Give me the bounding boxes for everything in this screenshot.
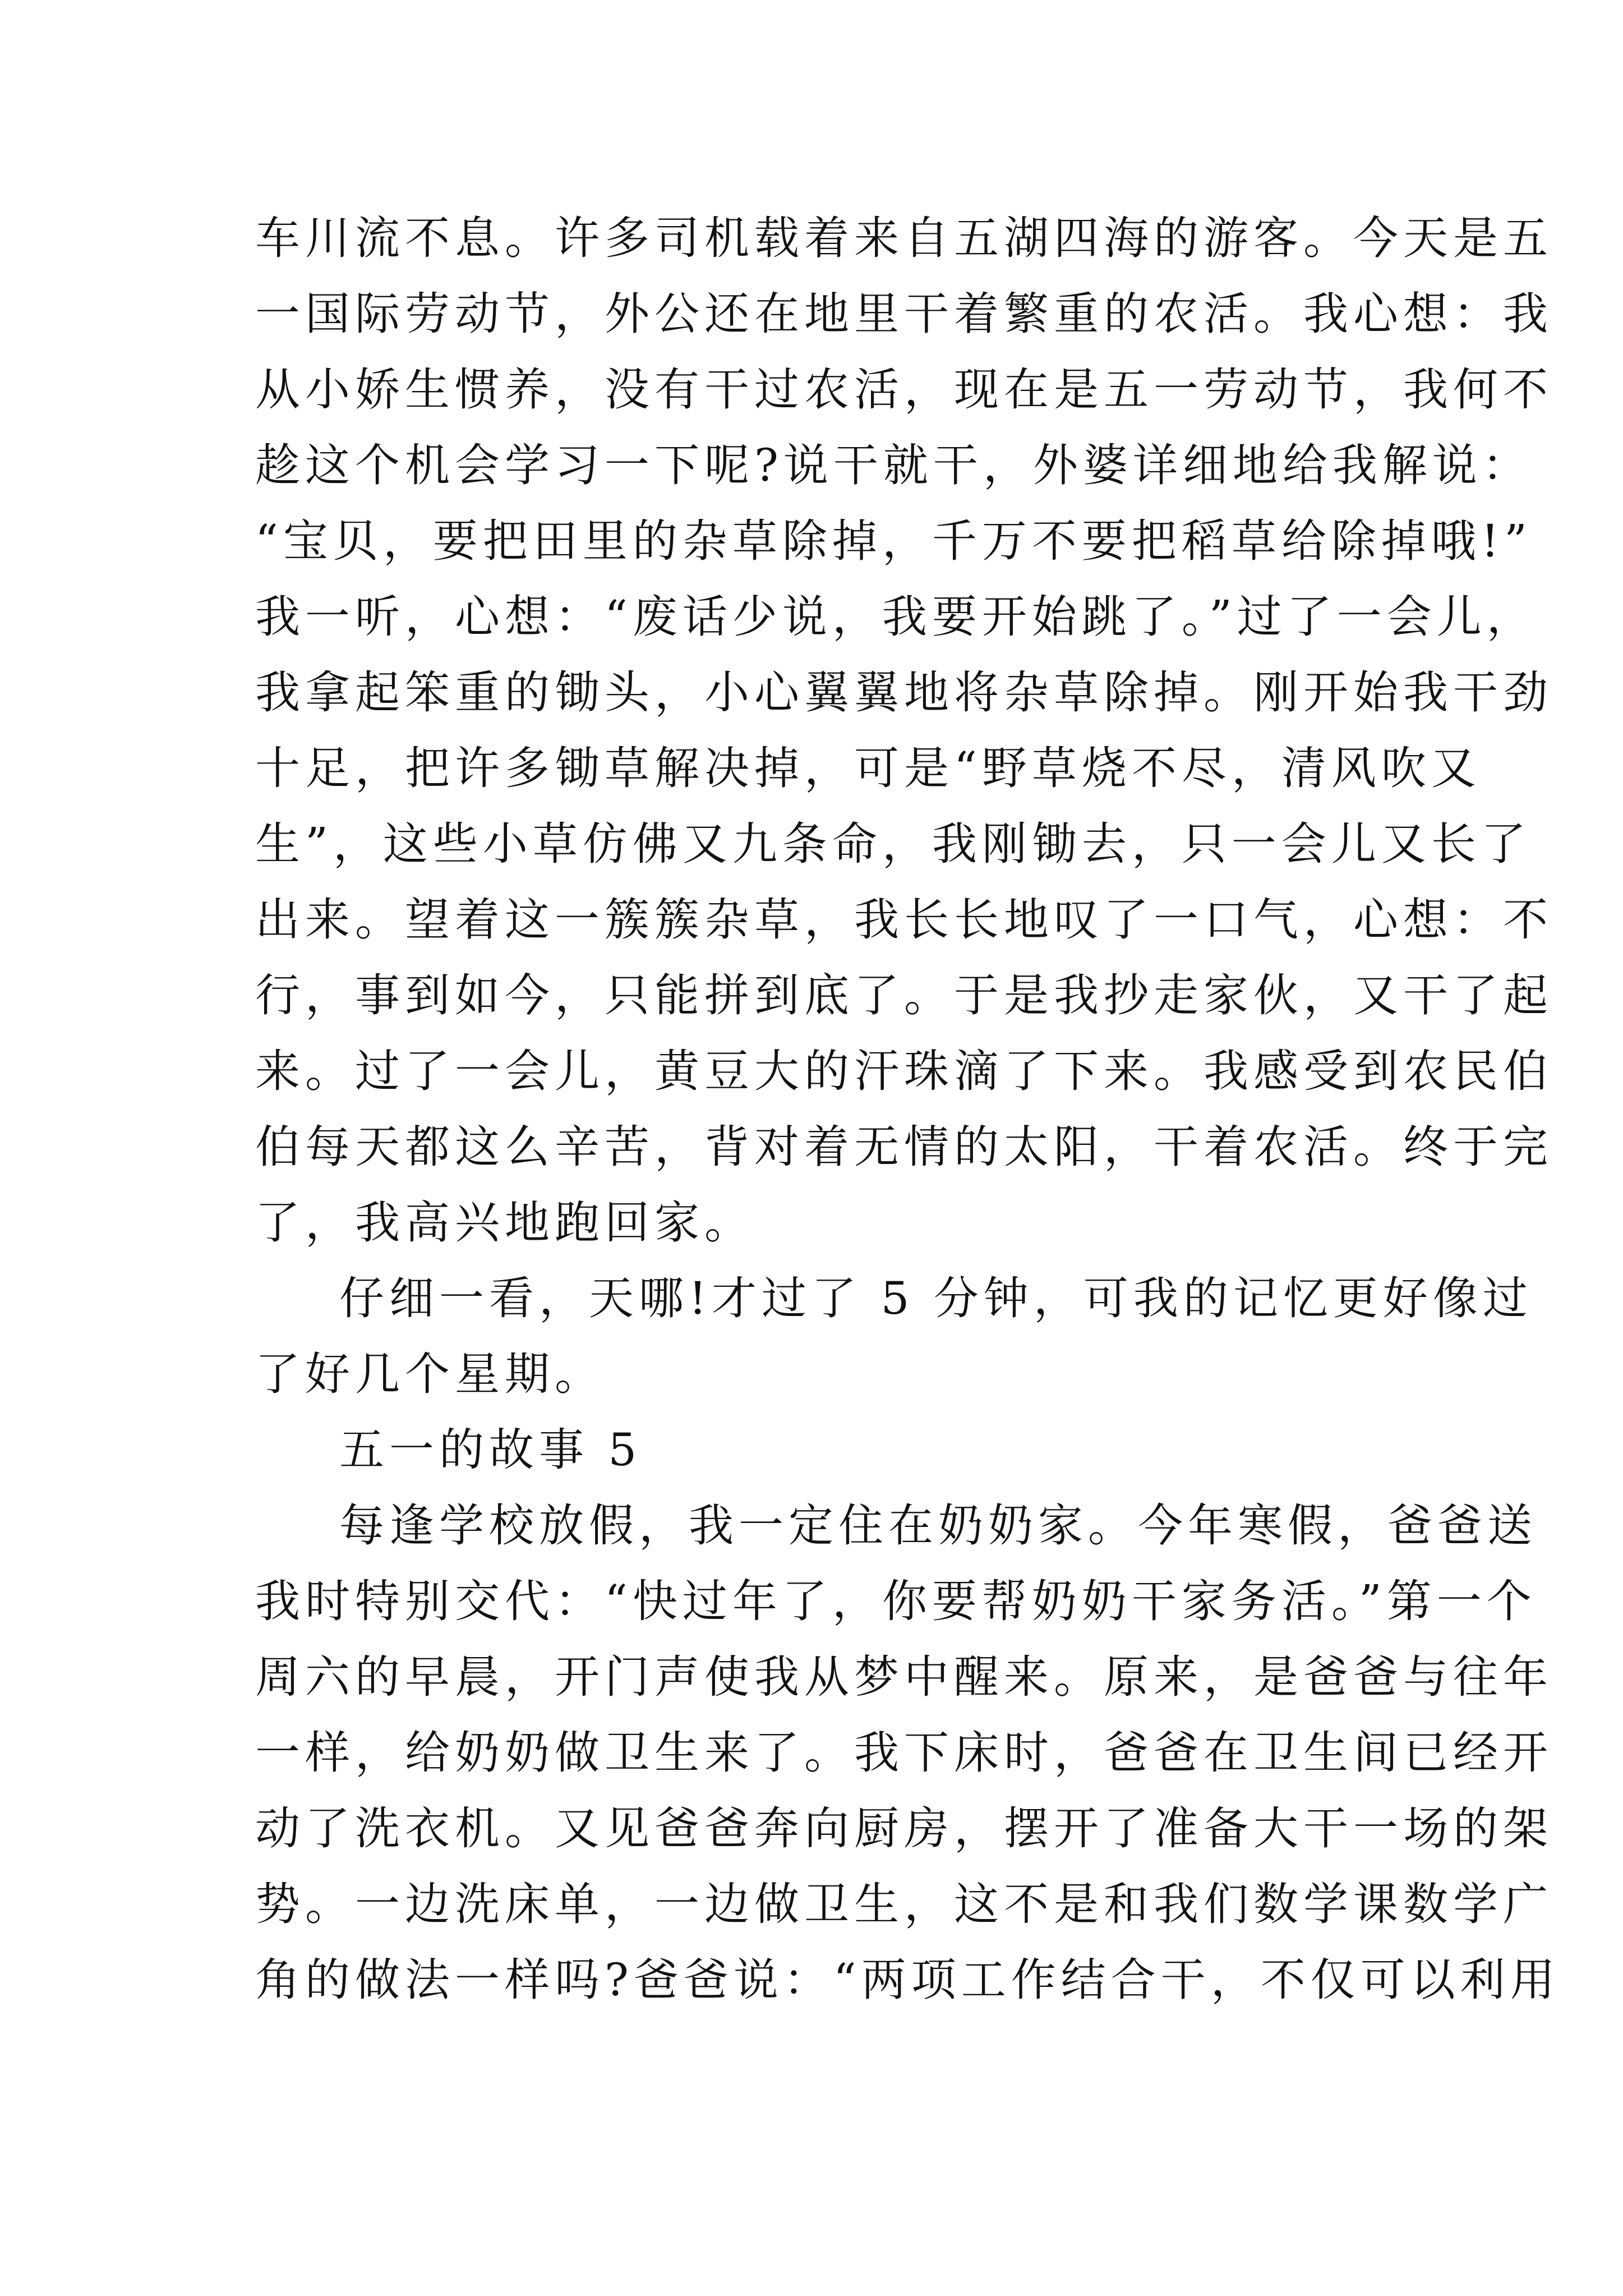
text-line: 趁这个机会学习一下呢?说干就干，外婆详细地给我解说： xyxy=(255,439,1532,491)
section-heading: 五一的故事 5 xyxy=(339,1424,642,1476)
text-line: 角的做法一样吗?爸爸说：“两项工作结合干，不仅可以利用 xyxy=(255,1954,1560,2006)
text-line: 了好几个星期。 xyxy=(255,1348,605,1400)
text-line: 一样，给奶奶做卫生来了。我下床时，爸爸在卫生间已经开 xyxy=(255,1727,1553,1779)
text-line: 势。一边洗床单，一边做卫生，这不是和我们数学课数学广 xyxy=(255,1878,1553,1930)
text-line: 周六的早晨，开门声使我从梦中醒来。原来，是爸爸与往年 xyxy=(255,1651,1553,1703)
text-line: 一国际劳动节，外公还在地里干着繁重的农活。我心想：我 xyxy=(255,288,1553,340)
text-line: 伯每天都这么辛苦，背对着无情的太阳，干着农活。终于完 xyxy=(255,1121,1553,1173)
text-line: 我时特别交代：“快过年了，你要帮奶奶干家务活。”第一个 xyxy=(255,1575,1537,1627)
text-line: 动了洗衣机。又见爸爸奔向厨房，摆开了准备大干一场的架 xyxy=(255,1802,1553,1855)
text-line: 我拿起笨重的锄头，小心翼翼地将杂草除掉。刚开始我干劲 xyxy=(255,666,1553,719)
text-line: 车川流不息。许多司机载着来自五湖四海的游客。今天是五 xyxy=(255,212,1553,264)
text-line: 从小娇生惯养，没有干过农活，现在是五一劳动节，我何不 xyxy=(255,364,1553,416)
paragraph-start-line: 每逢学校放假，我一定住在奶奶家。今年寒假，爸爸送 xyxy=(339,1499,1537,1552)
text-line: 生”，这些小草仿佛又九条命，我刚锄去，只一会儿又长了 xyxy=(255,818,1531,870)
paragraph-start-line: 仔细一看，天哪!才过了 5 分钟，可我的记忆更好像过 xyxy=(339,1272,1533,1324)
text-line: 行，事到如今，只能拼到底了。于是我抄走家伙，又干了起 xyxy=(255,969,1553,1022)
text-line: 我一听，心想：“废话少说，我要开始跳了。”过了一会儿， xyxy=(255,591,1537,643)
text-line: “宝贝，要把田里的杂草除掉，千万不要把稻草给除掉哦!” xyxy=(255,515,1532,567)
text-line: 来。过了一会儿，黄豆大的汗珠滴了下来。我感受到农民伯 xyxy=(255,1045,1553,1097)
text-line: 十足，把许多锄草解决掉，可是“野草烧不尽，清风吹又 xyxy=(255,742,1481,794)
text-line: 了，我高兴地跑回家。 xyxy=(255,1197,754,1249)
text-line: 出来。望着这一簇簇杂草，我长长地叹了一口气，心想：不 xyxy=(255,894,1553,946)
